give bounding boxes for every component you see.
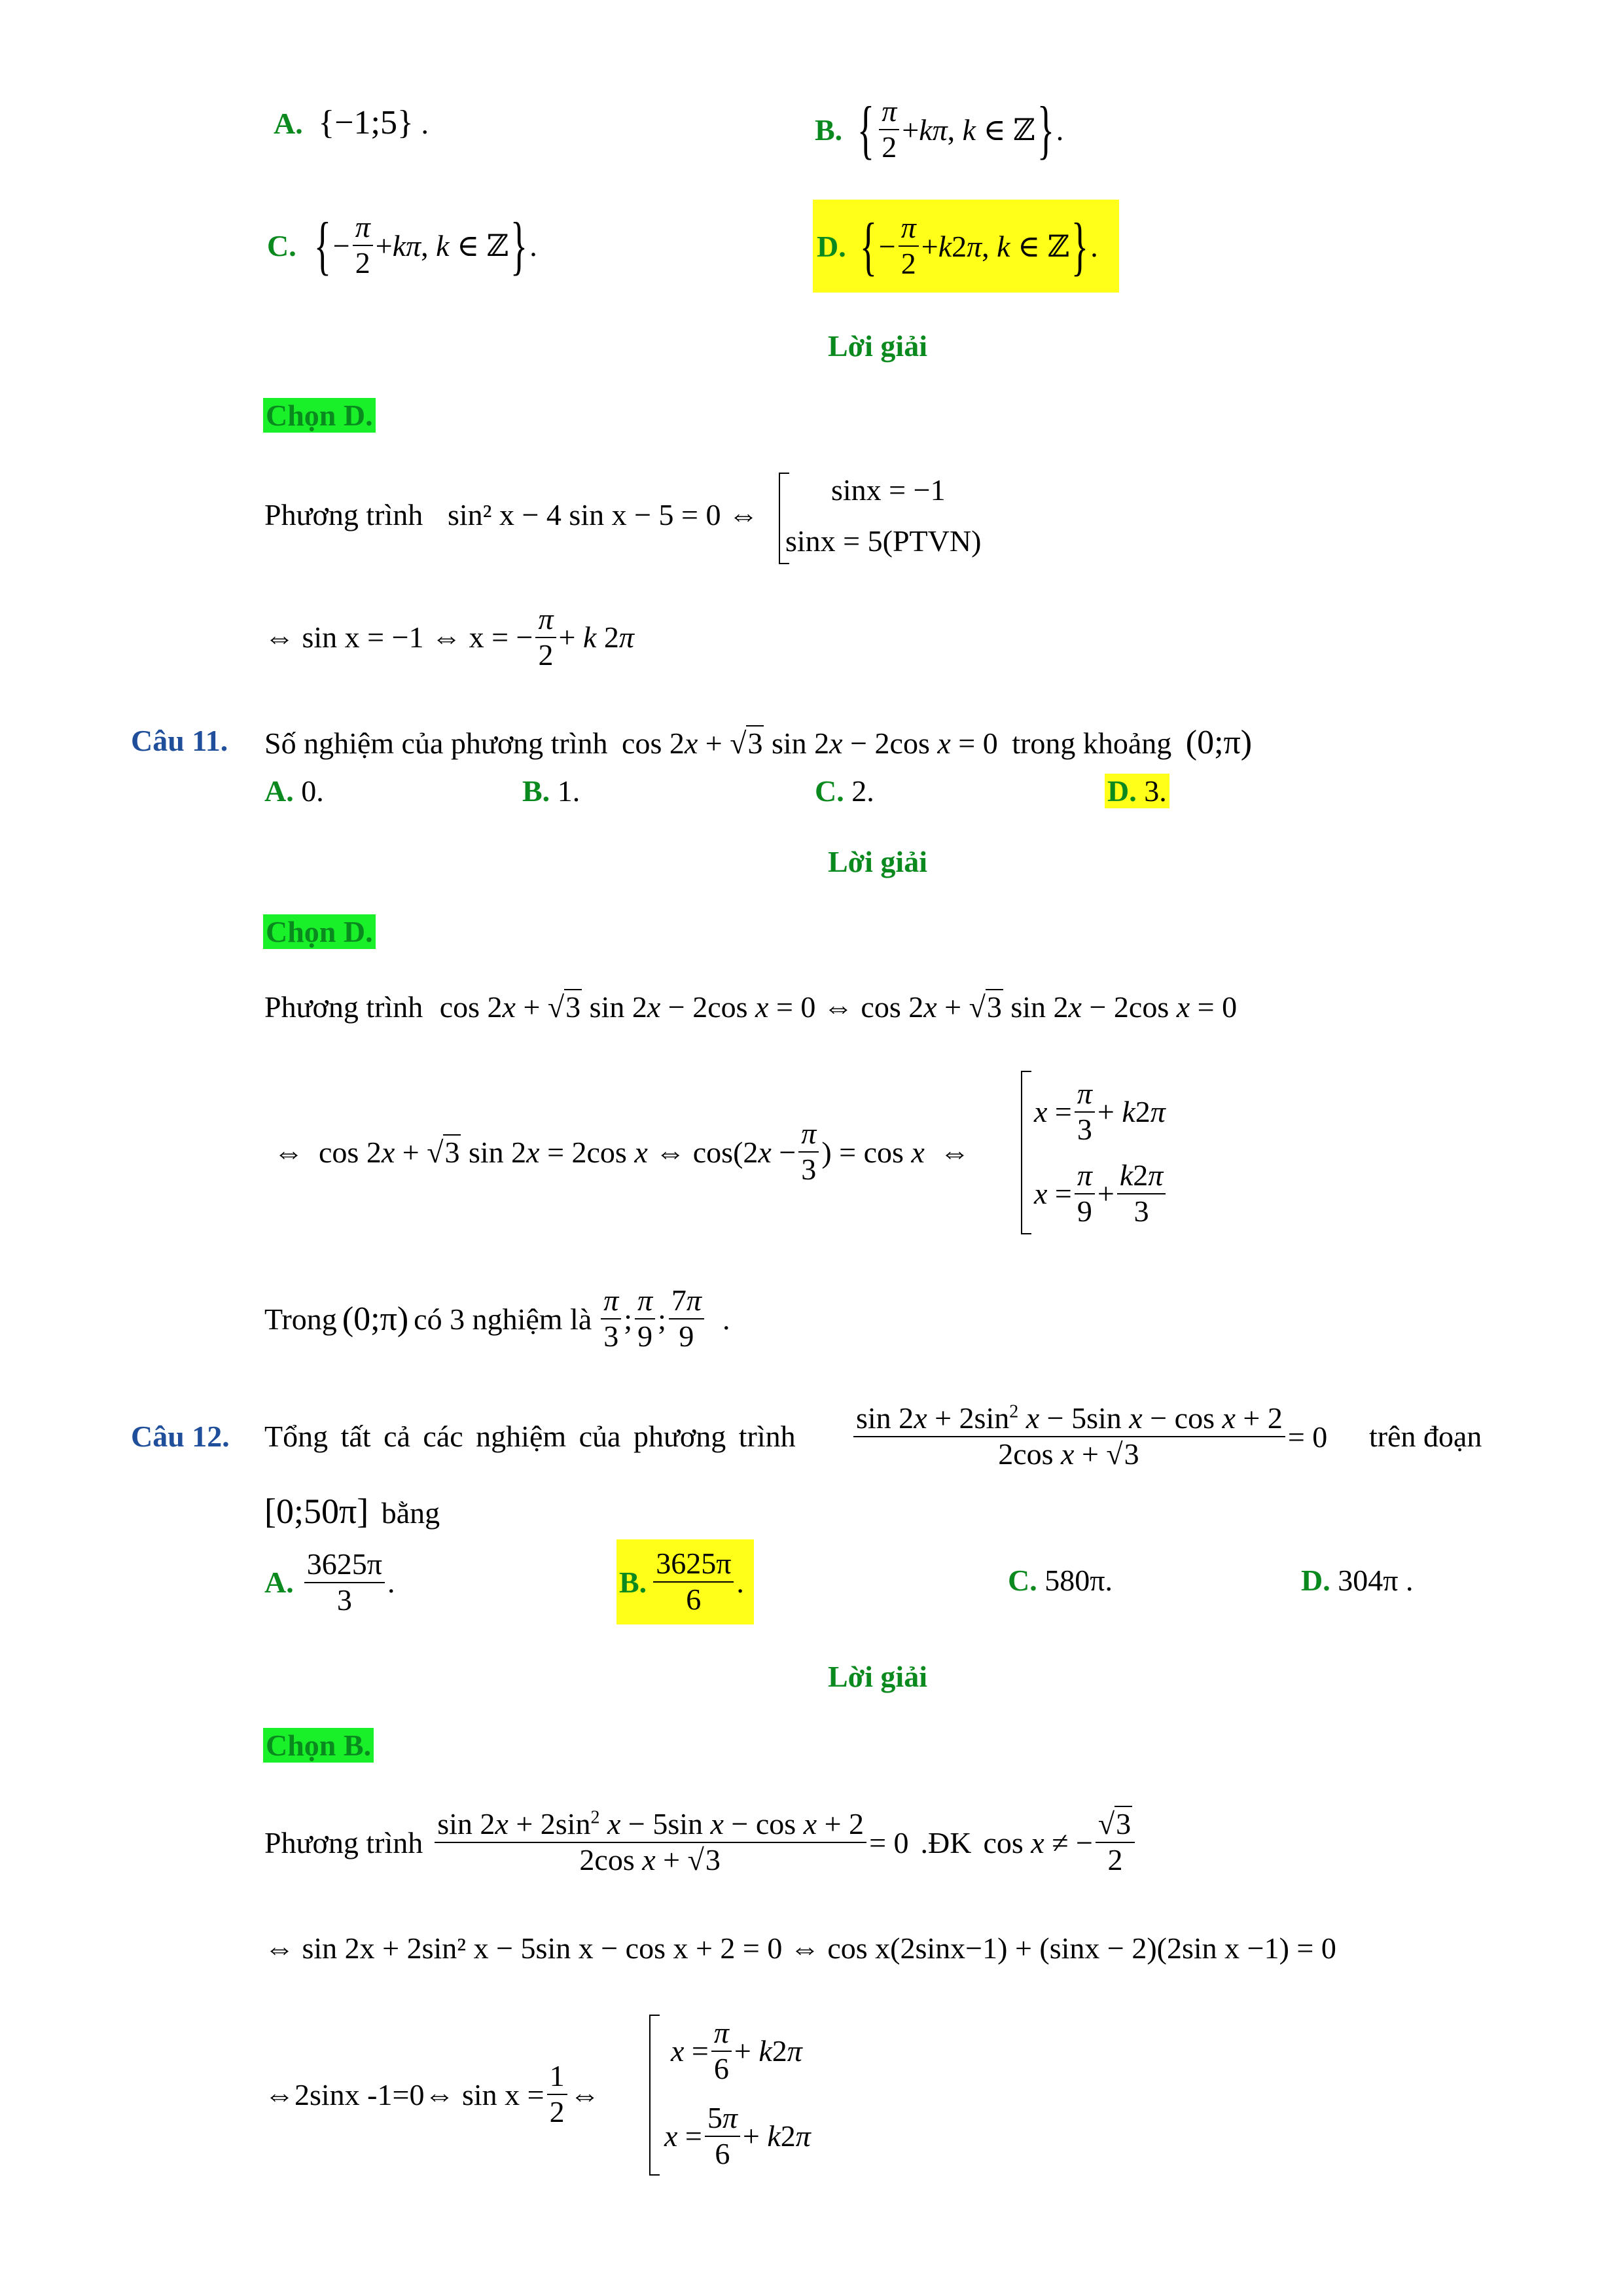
q11-step-2: ⇔ cos 2x + √3 sin 2x = 2cos x ⇔ cos(2x − $\frac{\pi}{3}$ ) = cos x ⇔ — [274, 1117, 970, 1186]
q10-option-b-label: B. — [815, 113, 843, 147]
q10-option-d-label: D. — [817, 229, 846, 263]
q10-cases-bracket — [779, 473, 780, 564]
q10-option-a-value: {−1;5} — [318, 104, 414, 141]
q11-option-d: D. 3. — [1105, 774, 1169, 808]
q10-option-c-label: C. — [267, 228, 296, 262]
q11-option-a: A. 0. — [264, 774, 324, 808]
q11-case-2: x = $\frac{\pi}{9}$ + $\frac{k2\pi}{3}$ — [1034, 1158, 1168, 1229]
q11-cases-bracket — [1021, 1071, 1022, 1234]
q10-case-1: sinx = −1 — [831, 473, 946, 507]
q10-answer-choice: Chọn D. — [263, 398, 376, 433]
q10-option-d: D. { − $\frac{\pi}{2}$ +k2π, k ∈ ℤ } . — [813, 200, 1119, 293]
q11-conclusion: Trong (0;π) có 3 nghiệm là $\frac{\pi}{3}$ ; $\frac{\pi}{9}$ ; $\frac{7\pi}{9}$ . — [264, 1283, 730, 1353]
q12-equation: $\frac{\sin 2x + 2\sin^2 x - 5\sin x - \cos x + 2}{\text{2cos x + √3}}$ = 0 — [851, 1388, 1327, 1486]
q10-case-2: sinx = 5(PTVN) — [785, 524, 982, 558]
q11-solution-heading: Lời giải — [828, 845, 927, 878]
q12-interval-line: [0;50π] bằng — [264, 1492, 440, 1531]
q12-option-a: A. $\frac{3625\pi}{3}$ . — [264, 1547, 395, 1617]
q10-option-a-label: A. — [274, 107, 303, 140]
q12-option-b: B. $\frac{3625\pi}{6}$ . — [616, 1539, 754, 1624]
q11-question: Số nghiệm của phương trình cos 2x + √3 sin 2x − 2cos x = 0 trong khoảng (0;π) — [264, 724, 1253, 761]
q12-option-c: C. 580π. — [1008, 1564, 1113, 1597]
q12-option-d: D. 304π . — [1301, 1564, 1414, 1597]
q12-answer-choice: Chọn B. — [263, 1728, 374, 1763]
q10-result-line: ⇔ sin x = −1 ⇔ x = − $\frac{\pi}{2}$ + k 2π — [264, 602, 634, 672]
q11-number: Câu 11. — [131, 724, 228, 757]
q11-case-1: x = $\frac{\pi}{3}$ + k2π — [1034, 1077, 1166, 1146]
q12-case-1: x = $\frac{\pi}{6}$ + k2π — [671, 2016, 802, 2085]
q12-tren-doan: trên đoạn — [1369, 1420, 1482, 1453]
q10-option-b: B. { $\frac{\pi}{2}$ +kπ, k ∈ ℤ } . — [815, 93, 1064, 166]
q11-step-1: Phương trình cos 2x + √3 sin 2x − 2cos x = 0 ⇔ cos 2x + √3 sin 2x − 2cos x = 0 — [264, 990, 1238, 1024]
q12-step-2: ⇔ sin 2x + 2sin² x − 5sin x − cos x + 2 = 0 ⇔ cos x(2sinx−1) + (sinx − 2)(2sin x −1) = 0 — [264, 1931, 1336, 1965]
q12-question: Tổng tất cả các nghiệm của phương trình — [264, 1420, 796, 1453]
q11-option-c: C. 2. — [815, 774, 874, 808]
q10-solution-heading: Lời giải — [828, 329, 927, 363]
q10-option-c: C. { − $\frac{\pi}{2}$ +kπ, k ∈ ℤ } . — [267, 209, 537, 281]
q10-equation: sin² x − 4 sin x − 5 = 0 ⇔ — [448, 498, 758, 531]
q12-cases-bracket — [649, 2015, 651, 2176]
q12-solution-heading: Lời giải — [828, 1660, 927, 1693]
q10-option-a: A. {−1;5} . — [274, 104, 429, 141]
q12-case-2: x = $\frac{5\pi}{6}$ + k2π — [664, 2101, 811, 2170]
q12-step-3: ⇔2sinx -1=0⇔ sin x = $\frac{1}{2}$ ⇔ — [264, 2059, 600, 2128]
q11-option-b: B. 1. — [522, 774, 580, 808]
q12-number: Câu 12. — [131, 1420, 230, 1453]
q10-pt-label: Phương trình — [264, 498, 423, 531]
q11-answer-choice: Chọn D. — [263, 914, 376, 949]
q12-step-1: Phương trình $\frac{\sin 2x + 2\sin^2 x - 5\sin x - \cos x + 2}{\text{2cos x + √3}}$ = 0 .ĐK cos x ≠ − $\frac{√3}{2}$ — [264, 1793, 1137, 1892]
